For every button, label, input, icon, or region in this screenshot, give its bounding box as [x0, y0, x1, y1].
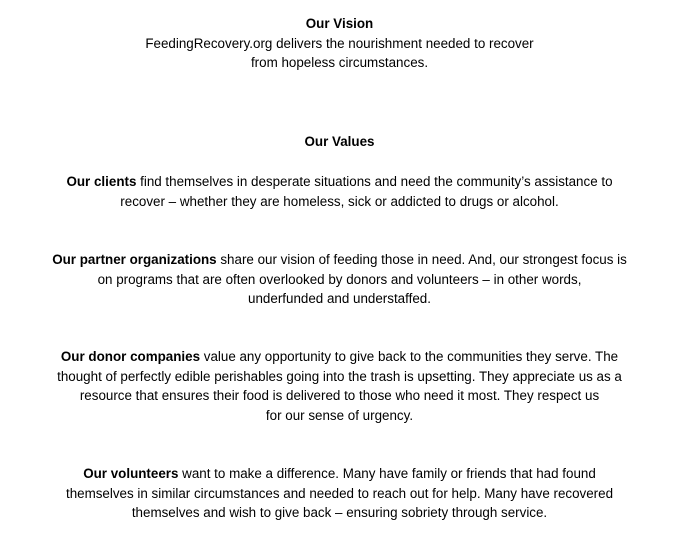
paragraph-line — [0, 464, 679, 484]
partners-text: share our vision of feeding those in need. And, our strongest focus is — [216, 252, 627, 267]
values-heading: Our Values — [304, 134, 375, 149]
vision-section — [0, 14, 679, 73]
volunteers-paragraph — [0, 464, 679, 523]
volunteers-lead: Our volunteers — [83, 466, 179, 481]
vision-text-line: FeedingRecovery.org delivers the nourishment needed to recover — [145, 35, 534, 51]
volunteers-text: want to make a difference. Many have family or friends that had found — [178, 466, 596, 481]
clients-text: find themselves in desperate situations and need the community’s assistance to — [136, 174, 613, 189]
vision-heading: Our Vision — [305, 16, 374, 31]
paragraph-line: resource that ensures their food is delivered to those who need it most. They respect us — [79, 388, 600, 403]
clients-paragraph — [0, 172, 679, 211]
paragraph-line: themselves in similar circumstances and needed to reach out for help. Many have recovered — [65, 485, 614, 501]
paragraph-line — [0, 250, 679, 270]
paragraph-line: themselves and wish to give back – ensuring sobriety through service. — [131, 505, 548, 520]
paragraph-line: for our sense of urgency. — [265, 407, 414, 423]
paragraph-line: thought of perfectly edible perishables going into the trash is upsetting. They appreciate us as a — [57, 368, 622, 384]
paragraph-line: recover – whether they are homeless, sick or addicted to drugs or alcohol. — [120, 193, 559, 209]
donors-lead: Our donor companies — [60, 349, 201, 364]
paragraph-line — [0, 172, 679, 192]
clients-lead: Our clients — [66, 174, 137, 189]
partners-paragraph — [0, 250, 679, 309]
donors-text: value any opportunity to give back to the communities they serve. The — [200, 349, 619, 364]
paragraph-line: on programs that are often overlooked by donors and volunteers – in other words, — [97, 271, 582, 287]
values-section — [0, 132, 679, 152]
donors-paragraph — [0, 347, 679, 425]
paragraph-line: underfunded and understaffed. — [248, 291, 431, 306]
paragraph-line — [0, 347, 679, 367]
vision-text-line: from hopeless circumstances. — [250, 55, 429, 70]
partners-lead: Our partner organizations — [52, 252, 217, 267]
